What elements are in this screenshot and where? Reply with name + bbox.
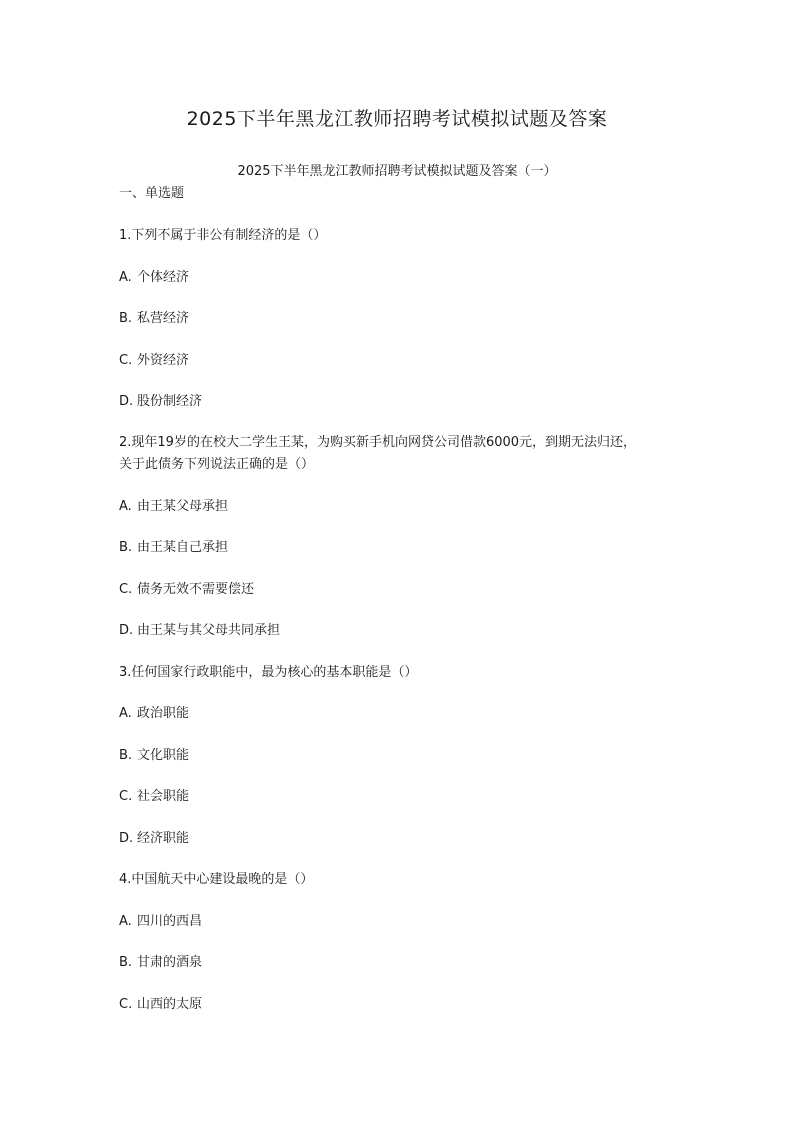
question-3-option-a — [119, 702, 189, 721]
question-2-option-c — [119, 578, 254, 597]
option-text: 债务无效不需要偿还 — [137, 582, 255, 597]
option-letter: D. — [119, 394, 134, 409]
question-3-option-c — [119, 785, 189, 804]
option-letter: B. — [119, 748, 133, 763]
option-text: 由王某父母承担 — [137, 499, 229, 514]
option-text: 四川的西昌 — [137, 914, 203, 929]
option-letter: B. — [119, 955, 133, 970]
question-4-option-b — [119, 951, 202, 970]
option-text: 由王某与其父母共同承担 — [137, 623, 281, 638]
question-4-option-a — [119, 910, 202, 929]
option-text: 甘肃的酒泉 — [137, 955, 203, 970]
option-text: 经济职能 — [137, 831, 190, 846]
document-subtitle: 2025下半年黑龙江教师招聘考试模拟试题及答案（一） — [237, 164, 557, 179]
question-2-stem-line-2: 关于此债务下列说法正确的是（） — [119, 457, 315, 472]
option-text: 文化职能 — [137, 748, 190, 763]
option-letter: C. — [119, 997, 133, 1012]
option-letter: A. — [119, 270, 132, 285]
option-letter: C. — [119, 789, 133, 804]
option-letter: A. — [119, 914, 132, 929]
option-text: 由王某自己承担 — [137, 540, 229, 555]
option-letter: C. — [119, 582, 133, 597]
question-2-option-a — [119, 495, 228, 514]
option-text: 政治职能 — [137, 706, 190, 721]
option-text: 私营经济 — [137, 311, 190, 326]
question-3-option-b — [119, 744, 189, 763]
question-2-option-d — [119, 619, 280, 638]
section-heading: 一、单选题 — [119, 186, 185, 201]
option-text: 个体经济 — [137, 270, 190, 285]
option-letter: A. — [119, 706, 132, 721]
question-4-option-c — [119, 993, 202, 1012]
question-1-option-c — [119, 349, 189, 368]
question-1-option-a — [119, 266, 189, 285]
option-letter: B. — [119, 540, 133, 555]
option-text: 社会职能 — [137, 789, 190, 804]
question-4-stem: 4.中国航天中心建设最晚的是（） — [119, 872, 314, 887]
question-1-option-d — [119, 390, 202, 409]
question-3-stem: 3.任何国家行政职能中，最为核心的基本职能是（） — [119, 665, 418, 680]
option-text: 山西的太原 — [137, 997, 203, 1012]
question-1-stem: 1.下列不属于非公有制经济的是（） — [119, 228, 327, 243]
option-letter: C. — [119, 353, 133, 368]
option-text: 股份制经济 — [137, 394, 203, 409]
document-title: 2025下半年黑龙江教师招聘考试模拟试题及答案 — [186, 108, 608, 130]
option-letter: A. — [119, 499, 132, 514]
option-letter: D. — [119, 831, 134, 846]
question-3-option-d — [119, 827, 189, 846]
option-letter: B. — [119, 311, 133, 326]
question-2-stem-line-1: 2.现年19岁的在校大二学生王某，为购买新手机向网贷公司借款6000元，到期无法归还， — [119, 435, 637, 450]
option-letter: D. — [119, 623, 134, 638]
question-2-option-b — [119, 536, 228, 555]
option-text: 外资经济 — [137, 353, 190, 368]
question-1-option-b — [119, 307, 189, 326]
